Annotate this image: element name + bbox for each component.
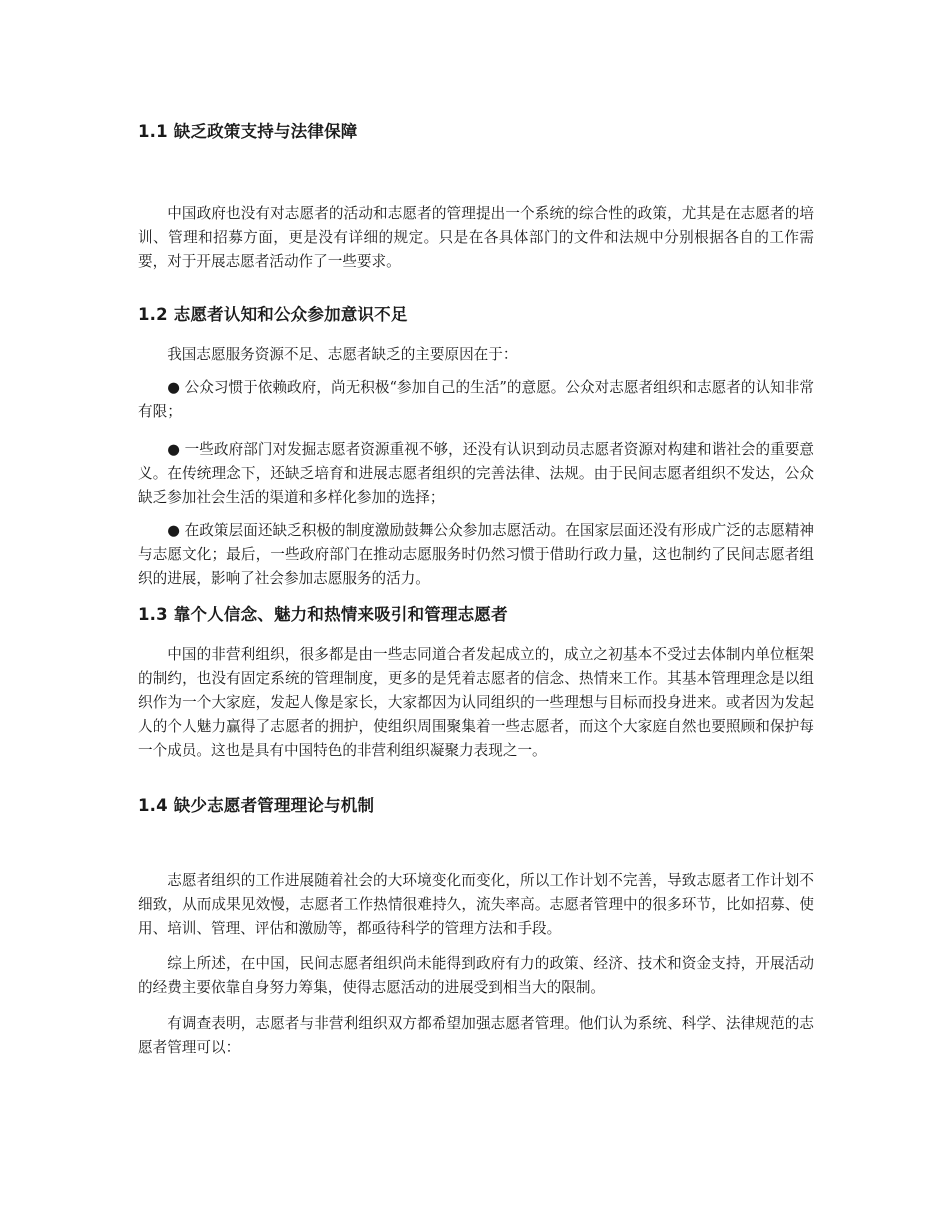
section-1-2-intro: 我国志愿服务资源不足、志愿者缺乏的主要原因在于： xyxy=(167,346,518,363)
section-heading-1-3: 1.3 靠个人信念、魅力和热情来吸引和管理志愿者 xyxy=(138,605,508,624)
section-1-1-paragraph: 中国政府也没有对志愿者的活动和志愿者的管理提出一个系统的综合性的政策，尤其是在志愿者的培训、管理和招募方面，更是没有详细的规定。只是在各具体部门的文件和法规中分别根据各自的工作需要，对于开展志愿者活动作了一些要求。 xyxy=(138,205,814,270)
bullet-text: 在政策层面还缺乏积极的制度激励鼓舞公众参加志愿活动。在国家层面还没有形成广泛的志愿精神与志愿文化；最后，一些政府部门在推动志愿服务时仍然习惯于借助行政力量，这也制约了民间志愿者组织的进展，影响了社会参加志愿服务的活力。 xyxy=(138,522,814,587)
section-1-4-paragraph: 志愿者组织的工作进展随着社会的大环境变化而变化，所以工作计划不完善，导致志愿者工作计划不细致，从而成果见效慢，志愿者工作热情很难持久，流失率高。志愿者管理中的很多环节，比如招募、使用、培训、管理、评估和激励等，都亟待科学的管理方法和手段。 xyxy=(138,872,814,937)
bullet-icon: ● xyxy=(167,441,180,458)
survey-paragraph: 有调查表明，志愿者与非营利组织双方都希望加强志愿者管理。他们认为系统、科学、法律规范的志愿者管理可以： xyxy=(138,1015,814,1056)
bullet-text: 一些政府部门对发掘志愿者资源重视不够，还没有认识到动员志愿者资源对构建和谐社会的重要意义。在传统理念下，还缺乏培育和进展志愿者组织的完善法律、法规。由于民间志愿者组织不发达，公众缺乏参加社会生活的渠道和多样化参加的选择； xyxy=(138,441,814,506)
bullet-item xyxy=(138,519,814,591)
bullet-item xyxy=(138,376,814,424)
summary-paragraph: 综上所述，在中国，民间志愿者组织尚未能得到政府有力的政策、经济、技术和资金支持，开展活动的经费主要依靠自身努力筹集，使得志愿活动的进展受到相当大的限制。 xyxy=(138,955,814,996)
bullet-text: 公众习惯于依赖政府，尚无积极“参加自己的生活”的意愿。公众对志愿者组织和志愿者的认知非常有限； xyxy=(138,379,815,420)
bullet-item xyxy=(138,438,814,510)
section-heading-1-4: 1.4 缺少志愿者管理理论与机制 xyxy=(138,796,375,815)
bullet-icon: ● xyxy=(167,522,180,539)
bullet-icon: ● xyxy=(167,379,180,396)
section-1-3-paragraph: 中国的非营利组织，很多都是由一些志同道合者发起成立的，成立之初基本不受过去体制内单位框架的制约，也没有固定系统的管理制度，更多的是凭着志愿者的信念、热情来工作。其基本管理理念是以组织作为一个大家庭，发起人像是家长，大家都因为认同组织的一些理想与目标而投身进来。或者因为发起人的个人魅力赢得了志愿者的拥护，使组织周围聚集着一些志愿者，而这个大家庭自然也要照顾和保护每一个成员。这也是具有中国特色的非营利组织凝聚力表现之一。 xyxy=(138,646,814,759)
section-heading-1-2: 1.2 志愿者认知和公众参加意识不足 xyxy=(138,305,408,324)
section-heading-1-1: 1.1 缺乏政策支持与法律保障 xyxy=(138,122,358,141)
